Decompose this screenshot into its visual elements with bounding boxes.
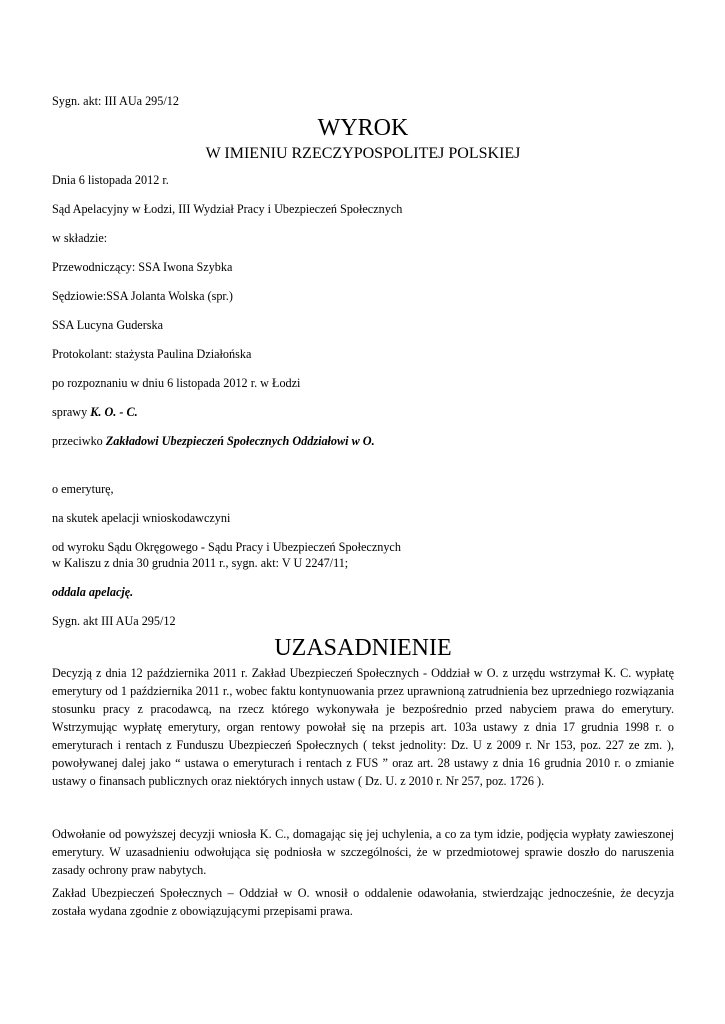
- case-party: K. O. - C.: [90, 405, 138, 419]
- against-party-line: [52, 433, 452, 449]
- judges: Sędziowie:SSA Jolanta Wolska (spr.): [52, 289, 233, 303]
- court-clerk: Protokolant: stażysta Paulina Działońska: [52, 347, 252, 361]
- presiding-judge: Przewodniczący: SSA Iwona Szybka: [52, 260, 233, 274]
- composition-label: w składzie:: [52, 231, 108, 245]
- court-name: Sąd Apelacyjny w Łodzi, III Wydział Pracy i Ubezpieczeń Społecznych: [52, 202, 403, 216]
- judge-second: SSA Lucyna Guderska: [52, 318, 164, 332]
- case-reference: Sygn. akt: III AUa 295/12: [52, 94, 179, 108]
- judgment-source-line2: w Kaliszu z dnia 30 grudnia 2011 r., sygn. akt: V U 2247/11;: [52, 556, 349, 570]
- case-subject: o emeryturę,: [52, 482, 114, 496]
- document-title: WYROK: [317, 115, 409, 141]
- case-reference-second: Sygn. akt III AUa 295/12: [52, 614, 176, 628]
- document-subtitle: W IMIENIU RZECZYPOSPOLITEJ POLSKIEJ: [205, 145, 521, 162]
- case-prefix: sprawy: [52, 405, 91, 419]
- judgment-date: Dnia 6 listopada 2012 r.: [52, 173, 169, 187]
- justification-paragraph-3: Zakład Ubezpieczeń Społecznych – Oddział w O. wnosił o oddalenie odawołania, stwierdzając jednocześnie, że decyzja została wydana zgodnie z obowiązującymi przepisami prawa.: [52, 886, 674, 918]
- hearing-info: po rozpoznaniu w dniu 6 listopada 2012 r. w Łodzi: [52, 376, 301, 390]
- justification-paragraph-1: Decyzją z dnia 12 października 2011 r. Zakład Ubezpieczeń Społecznych - Oddział w O. z urzędu wstrzymał K. C. wypłatę emerytury od 1 października 2011 r., wobec faktu kontynuowania przez uprawnioną zatrudnienia bez uprzedniego rozwiązania stosunku pracy z pracodawcą, na rzecz którego wykonywała je bezpośrednio przed nabyciem prawa do emerytury. Wstrzymując wypłatę emerytury, organ rentowy powołał się na przepis art. 103a ustawy z dnia 17 grudnia 1998 r. o emeryturach i rentach z Funduszu Ubezpieczeń Społecznych ( tekst jednolity: Dz. U z 2009 r. Nr 153, poz. 227 ze zm. ), powoływanej dalej jako “ ustawa o emeryturach i rentach z FUS ” oraz art. 28 ustawy z dnia 16 grudnia 2010 r. o zmianie ustawy o finansach publicznych oraz niektórych innych ustaw ( Dz. U. z 2010 r. Nr 257, poz. 1726 ).: [52, 666, 674, 788]
- justification-title: UZASADNIENIE: [274, 635, 452, 661]
- against-party: Zakładowi Ubezpieczeń Społecznych Oddziałowi w O.: [105, 434, 375, 448]
- judgment-source-line1: od wyroku Sądu Okręgowego - Sądu Pracy i Ubezpieczeń Społecznych: [52, 540, 401, 554]
- verdict: oddala apelację.: [52, 585, 134, 599]
- appeal-info: na skutek apelacji wnioskodawczyni: [52, 511, 231, 525]
- justification-paragraph-2: Odwołanie od powyższej decyzji wniosła K. C., domagając się jej uchylenia, a co za tym idzie, podjęcia wypłaty zawieszonej emerytury. W uzasadnieniu odwołująca się podniosła w szczególności, że w przedmiotowej sprawie doszło do naruszenia zasady ochrony praw nabytych.: [52, 827, 674, 877]
- case-party-line: [52, 404, 138, 420]
- against-prefix: przeciwko: [52, 434, 106, 448]
